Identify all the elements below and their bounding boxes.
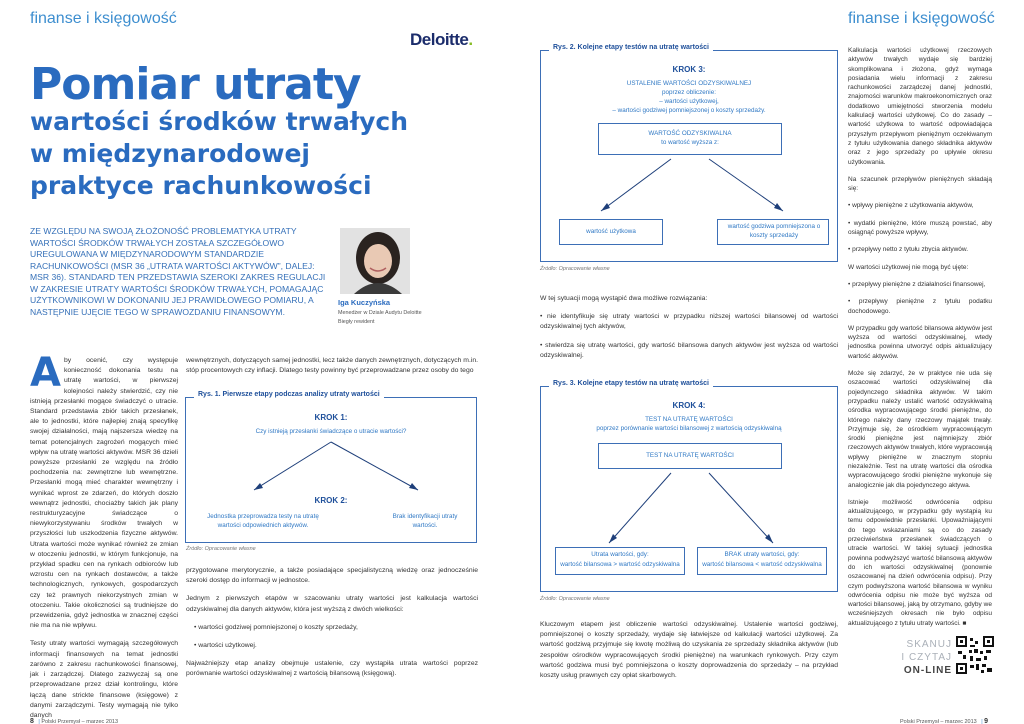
bullet: • stwierdza się utratę wartości, gdy wartość bilansowa danych aktywów jest wyższa od wartości odzyskiwalnej.: [540, 341, 838, 359]
fig2-line: – wartości użytkowej,: [659, 98, 719, 105]
section-label-right: finanse i księgowość: [848, 10, 995, 27]
paragraph: Może się zdarzyć, że w praktyce nie uda się oszacować wartości odzyskiwalnej dla pojedynczego składnika aktywów. W takim przypadku należy ustalić wartość odzyskiwalną ośrodka wypracowującego środki pieniężne, do którego należy dany rzeczowy majątek trwały. Przyjmuje się, że ośrodkiem wypracowującym środki pieniężne jest najmniejszy zbiór rzeczowych aktywów trwałych, które wypracowują wpływy pieniężne w znacznym stopniu niezależnie. Test na utratę wartości dla ośrodka wypracowującego środki pieniężne wykonuje się analogicznie jak dla pojedynczego aktywa.: [848, 370, 992, 489]
fig2-left: wartość użytkowa: [586, 228, 636, 235]
fig3-line: poprzez porównanie wartości bilansowej z wartością odzyskiwalną: [596, 425, 782, 432]
fig3-right: wartość bilansowa < wartość odzyskiwalna: [702, 561, 822, 568]
page-number: 9: [984, 718, 989, 724]
bullet: • przepływy netto z tytułu zbycia aktywów.: [848, 246, 969, 254]
column-3-bottom: [540, 620, 838, 689]
paragraph: Kluczowym etapem jest obliczenie wartości odzyskiwalnej. Ustalenie wartości godziwej, pomniejszonej o koszty sprzedaży, wydaje się łatwiejsze od kalkulacji wartości użytkowej. Za wartość godziwą przyjmuje się kwotę możliwą do uzyskania ze sprzedaży składnika aktywów (lub zespołów ośrodków wypracowujących środki pieniężne) na warunkach rynkowych. Przy czym wartość godziwa musi być pomniejszona o koszty doprowadzenia do sprzedaży – na przykład koszty usług prawnych czy opłat skarbowych.: [540, 621, 838, 680]
footer-right: Polski Przemysł – marzec 2013 | 9: [900, 718, 989, 724]
bullet: • wartości godziwej pomniejszonej o koszty sprzedaży,: [194, 623, 358, 631]
fig2-line: to wartość wyższa z:: [661, 139, 719, 146]
impairment-box: [555, 547, 685, 575]
fig2-line: poprzez obliczenie:: [662, 89, 716, 96]
paragraph: przygotowane merytorycznie, a także posiadające specjalistyczną wiedzę oraz jednocześnie szeroki dostęp do informacji w jednostce.: [186, 567, 478, 585]
figure-title: Rys. 1. Pierwsze etapy podczas analizy utraty wartości: [194, 391, 384, 398]
paragraph: Kalkulacja wartości użytkowej rzeczowych aktywów trwałych wydaje się bardziej skomplikowana i złożona, gdyż wymaga posiadania wielu informacji z zakresu rachunkowości zarządczej danej jednostki, znajomości warunków makroekonomicznych oraz dodatkowo umiejętności stworzenia modelu kalkulacji wartości użytkowej. Co do zasady – wartość użytkowa to wartość odpowiadająca przyszłym przepływom pieniężnym oczekiwanym z tytułu użytkowania danego składnika aktywów oraz z jego sprzedaży po upływie okresu użytkowania.: [848, 47, 992, 166]
author-name: Iga Kuczyńska: [338, 298, 391, 307]
footer-left: 8 | Polski Przemysł – marzec 2013: [30, 718, 119, 724]
paragraph: W tej sytuacji mogą wystąpić dwa możliwe rozwiązania:: [540, 295, 708, 302]
column-1: [30, 350, 178, 724]
article-lead: ZE WZGLĘDU NA SWOJĄ ZŁOŻONOŚĆ PROBLEMATYKA UTRATY WARTOŚCI ŚRODKÓW TRWAŁYCH ZOSTAŁA SZCZEGÓŁOWO UREGULOWANA W MIĘDZYNARODOWYM STANDARDZIE RACHUNKOWOŚCI (MSR 36 „UTRATA WARTOŚCI AKTYWÓW”, DALEJ: MSR 36). STANDARD TEN PRZEDSTAWIA SZEROKI ZAKRES REGULACJI W ZAKRESIE UTRATY WARTOŚCI ŚRODKÓW TRWAŁYCH, POMAGAJĄC UŻYTKOWNIKOWI W DOKONANIU JEJ PRAWIDŁOWEGO POMIARU, A NASTĘPNIE UJĘCIE TEGO W SPRAWOZDANIU FINANSOWYM.: [30, 226, 326, 317]
figure-source: Źródło: Opracowanie własne: [540, 266, 610, 272]
outcome-right: Brak identyfikacji utraty wartości.: [392, 513, 458, 529]
paragraph: W przypadku gdy wartość bilansowa aktywów jest wyższa od wartości odzyskiwalnej, wtedy jednostka powinna utworzyć odpis aktualizujący wartość aktywów.: [848, 324, 992, 360]
fig2-line: USTALENIE WARTOŚCI ODZYSKIWALNEJ: [626, 80, 752, 87]
bullet: • wartości użytkowej.: [194, 642, 257, 650]
paragraph: Testy utraty wartości wymagają szczegółowych informacji finansowych na temat jednostki zarówno z zakresu rachunkowości finansowej, jak i zarządczej. Dlatego zazwyczaj są one przeprowadzane przez dział kontrolingu, które łączą dane strickte finansowe (księgowe) z danymi zarządczymi. Testy wymagają nie tylko danych: [30, 640, 178, 719]
step-label: KROK 2:: [314, 496, 348, 505]
step-label: KROK 1:: [314, 413, 348, 422]
deloitte-logo: Deloitte.: [410, 30, 473, 49]
paragraph: wewnętrznych, dotyczących samej jednostki, lecz także danych zewnętrznych, dotyczących m.in. stóp procentowych czy inflacji. Dlatego testy powinny być przeprowadzane przez osoby do tego: [186, 357, 479, 375]
paragraph: Na szacunek przepływów pieniężnych składają się:: [848, 175, 992, 193]
article-subtitle-2: w międzynarodowej: [30, 139, 310, 168]
author-photo: [340, 228, 410, 294]
fig3-line: TEST NA UTRATĘ WARTOŚCI: [645, 416, 733, 423]
paragraph: W wartości użytkowej nie mogą być ujęte:: [848, 263, 969, 271]
fig3-left: wartość bilansowa > wartość odzyskiwalna: [560, 561, 680, 568]
article-title: Pomiar utraty: [30, 59, 361, 110]
paragraph: by ocenić, czy występuje konieczność dokonania testu na utratę wartości, w pierwszej kolejności należy stwierdzić, czy nie istnieją przesłanki mogące świadczyć o utracie. Standard przedstawia zbiór takich przesłanek, ale to jednostki, które najlepiej znają specyfikę swojej działalności, mają najszersza wiedzę na temat potencjalnych zagrożeń mogących mieć wpływ na utratę wartości aktywów. MSR 36 dzieli powyższe przesłanki ze względu na źródło pochodzenia na: zewnętrzne lub wewnętrzne. Przesłanki mogą mieć charakter wewnętrzny i wynikać wprost ze zdarzeń, do których doszło wewnątrz jednostki, chociażby takich jak plany restrukturyzacyjne świadczące o niewykorzystywaniu środków trwałych w przyszłości lub uszkodzenia fizyczne aktywów. Utrata wartości może wynikać również ze zmian w otoczeniu jednostki, w którym funkcjonuje, na przykład spadku cen na rynkach odbiorców lub wzrostu cen na rynkach dostawców, a także technologicznych, rynkowych, gospodarczych czy też prawnych niekorzystnych zmian w otoczeniu. Takie okoliczności są trudniejsze do przewidzenia, gdyż jednostka w znacznej części nie ma na nie wpływu.: [30, 357, 178, 630]
column-3-top: [540, 294, 838, 369]
column-2-bottom: [186, 566, 478, 688]
fig3-line: TEST NA UTRATĘ WARTOŚCI: [646, 452, 734, 459]
bullet: • wydatki pieniężne, które muszą powstać, aby osiągnąć powyższe wpływy,: [848, 219, 992, 237]
figure-1: [185, 391, 477, 543]
bullet: • przepływy pieniężne z tytułu podatku dochodowego.: [848, 298, 992, 315]
column-4: [848, 46, 992, 636]
bullet: • przepływy pieniężne z działalności finansowej,: [848, 280, 986, 288]
drop-cap: A: [30, 350, 61, 396]
figure-3: [540, 380, 838, 592]
fig2-right: wartość godziwa pomniejszona o koszty sprzedaży: [727, 223, 821, 239]
article-subtitle-3: praktyce rachunkowości: [30, 171, 372, 200]
scan-callout: [880, 638, 952, 677]
value-in-use-box: [559, 219, 663, 245]
figure-source: Źródło: Opracowanie własne: [540, 596, 610, 602]
fig3-right: BRAK utraty wartości, gdy:: [724, 551, 800, 558]
scan-line: ON-LINE: [903, 665, 952, 676]
fig2-line: WARTOŚĆ ODZYSKIWALNA: [648, 130, 732, 137]
step-label: KROK 3:: [672, 65, 706, 74]
fig2-line: – wartości godziwej pomniejszonej o koszty sprzedaży.: [612, 107, 766, 114]
article-subtitle-1: wartości środków trwałych: [30, 107, 409, 136]
section-label-left: finanse i księgowość: [30, 10, 177, 27]
figure-title: Rys. 2. Kolejne etapy testów na utratę wartości: [549, 44, 713, 51]
scan-line: I CZYTAJ: [901, 652, 952, 663]
figure-2: [540, 44, 838, 262]
scan-line: SKANUJ: [906, 639, 952, 650]
page-number: 8: [30, 718, 34, 724]
qr-code-icon[interactable]: [956, 636, 994, 674]
figure-title: Rys. 3. Kolejne etapy testów na utratę wartości: [549, 380, 713, 387]
paragraph: Najważniejszy etap analizy obejmuje ustalenie, czy wystąpiła utrata wartości poprzez porównanie wartości odzyskiwalnej z wartością bilansową (księgową).: [186, 660, 478, 678]
no-impairment-box: [697, 547, 827, 575]
author-role: Menedżer w Dziale Audytu Deloitte: [338, 310, 422, 316]
footer-text: Polski Przemysł – marzec 2013: [900, 719, 977, 724]
fair-value-box: [717, 219, 829, 245]
footer-text: Polski Przemysł – marzec 2013: [41, 719, 119, 724]
figure-source: Źródło: Opracowanie własne: [186, 546, 256, 552]
column-2-top: [186, 356, 478, 384]
bullet: • wpływy pieniężne z użytkowania aktywów,: [848, 202, 974, 210]
author-role-2: Biegły rewident: [338, 319, 375, 325]
paragraph: Istnieje możliwość odwrócenia odpisu aktualizującego, w przypadku gdy wystąpią ku temu odpowiednie przesłanki. Upoważniającymi do tego wskazaniami są co do zasady przeciwieństwa przesłanek świadczących o utracie wartości. W takiej sytuacji jednostka powinna podwyższyć wartość bilansową aktywów do ich wartości odzyskiwalnej (ponownie oszacowanej na dzień odwrócenia odpisu). Przy czym podwyższona wartość bilansowa w wyniku odwrócenia odpisu nie może być wyższa od wartości bilansowej, jaką by otrzymano, gdyby we wcześniejszych okresach nie było odpisu aktualizującego z tytułu utraty wartości. ■: [848, 498, 992, 627]
fig3-left: Utrata wartości, gdy:: [591, 551, 649, 558]
outcome-left: Jednostka przeprowadza testy na utratę wartości odpowiednich aktywów.: [207, 513, 319, 529]
bullet: • nie identyfikuje się utraty wartości w przypadku niższej wartości bilansowej od wartości odzyskiwalnej tych aktywów,: [540, 313, 838, 331]
paragraph: Jednym z pierwszych etapów w szacowaniu utraty wartości jest kalkulacja wartości odzyskiwalnej dla danych aktywów, która jest wyższą z dwóch wielkości:: [186, 595, 478, 613]
step-label: KROK 4:: [672, 401, 706, 410]
step-question: Czy istnieją przesłanki świadczące o utracie wartości?: [255, 428, 407, 435]
